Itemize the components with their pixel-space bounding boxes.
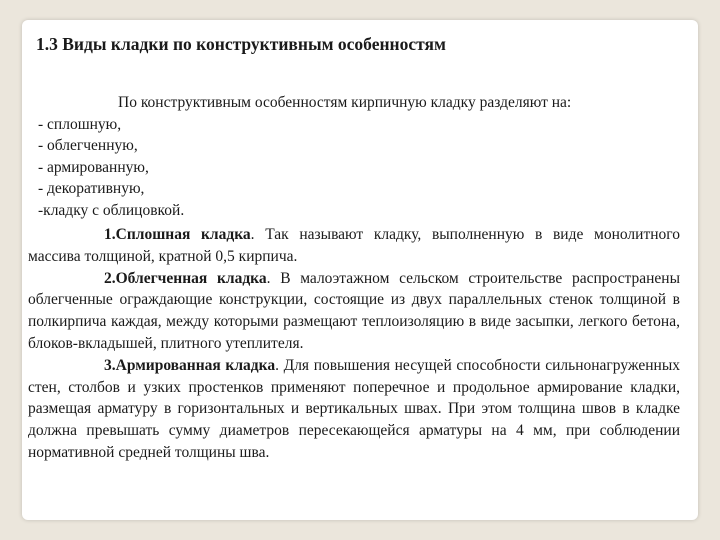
section-heading: 3.Армированная кладка <box>104 356 276 374</box>
section-lightweight <box>28 268 680 355</box>
list-item: - облегченную, <box>38 137 138 155</box>
slide <box>22 20 698 520</box>
section-heading: 2.Облегченная кладка <box>104 269 267 287</box>
list-item: - сплошную, <box>38 115 122 133</box>
section-heading: 1.Сплошная кладка <box>104 226 251 243</box>
list-item: -кладку с облицовкой. <box>38 201 185 219</box>
section-reinforced <box>28 355 680 464</box>
list-item: - армированную, <box>38 158 149 176</box>
intro-block <box>38 92 678 222</box>
list-item: - декоративную, <box>38 180 145 198</box>
page-title: 1.3 Виды кладки по конструктивным особенностям <box>36 34 446 54</box>
section-text: . Так называют кладку, выполненную в виде монолитного массива толщиной, кратной 0,5 кирпича. <box>28 226 680 265</box>
body-text <box>28 224 680 464</box>
section-text: . Для повышения несущей способности сильнонагруженных стен, столбов и узких простенков применяют поперечное и продольное армирование кладки, размещая арматуру в горизонтальных и вертикальных швах. При этом толщина швов в кладке должна превышать сумму диаметров пересекающейся арматуры на 4 мм, при соблюдении нормативной средней толщины шва. <box>28 356 680 461</box>
intro-lead: По конструктивным особенностям кирпичную кладку разделяют на: <box>118 94 572 111</box>
section-text: . В малоэтажном сельском строительстве распространены облегченные ограждающие конструкции, состоящие из двух параллельных стенок толщиной в полкирпича каждая, между которыми размещают теплоизоляцию в виде засыпки, легкого бетона, блоков-вкладышей, плитного утеплителя. <box>28 269 680 352</box>
section-solid <box>28 224 680 268</box>
